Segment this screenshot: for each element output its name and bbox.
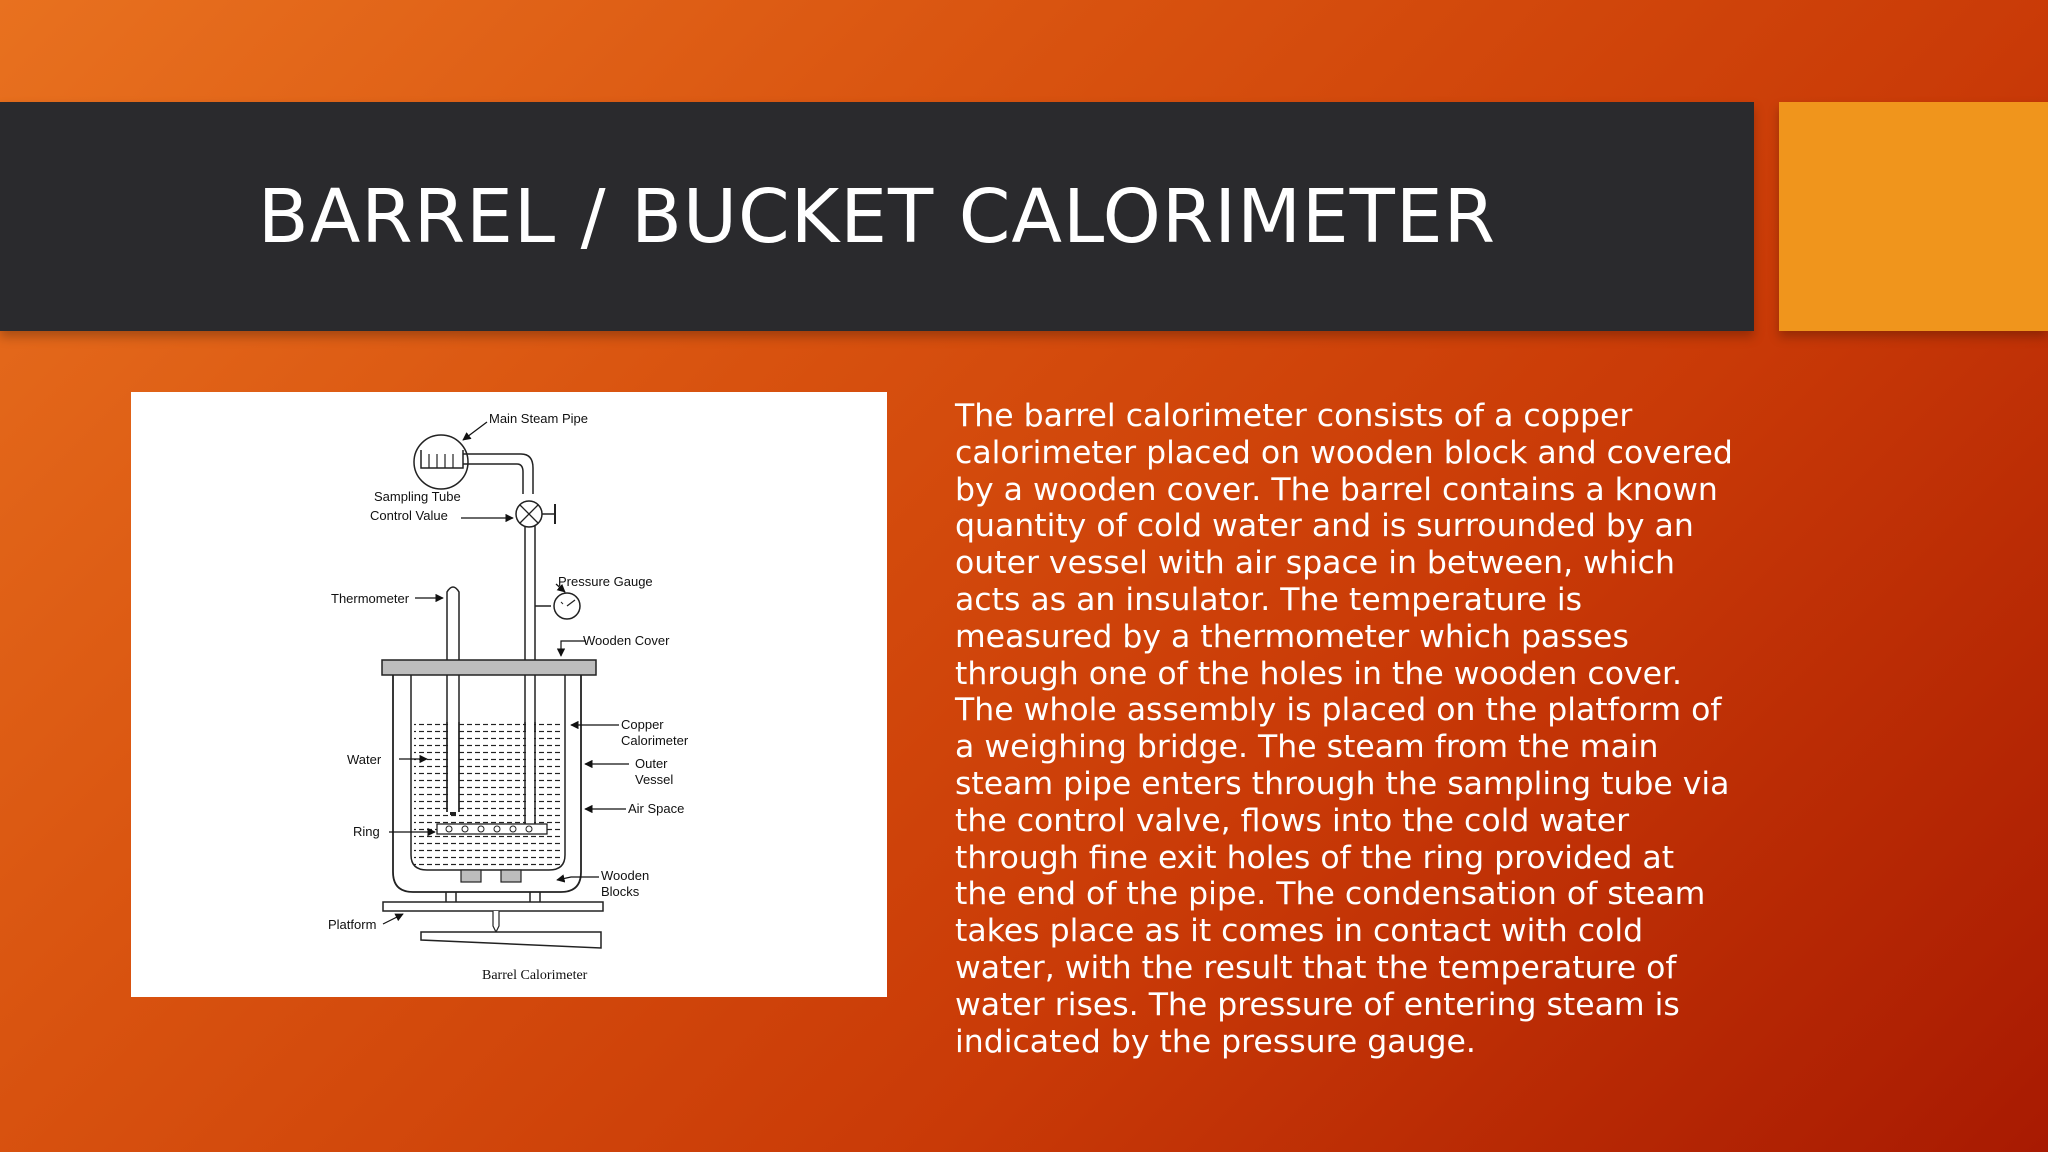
main-steam-pipe bbox=[463, 454, 535, 732]
pressure-gauge bbox=[535, 593, 580, 619]
slide-title: BARREL / BUCKET CALORIMETER bbox=[257, 173, 1497, 260]
label-outer: Outer bbox=[635, 756, 668, 771]
diagram-panel bbox=[131, 392, 887, 997]
label-water: Water bbox=[347, 752, 382, 767]
sampling-tube bbox=[414, 435, 468, 489]
body-paragraph: The barrel calorimeter consists of a copper calorimeter placed on wooden block and covered by a wooden cover. The barrel contains a known quantity of cold water and is surrounded by an outer vessel with air space in between, which acts as an insulator. The temperature is measured by a thermometer which passes through one of the holes in the wooden cover. The whole assembly is placed on the platform of a weighing bridge. The steam from the main steam pipe enters through the sampling tube via the control valve, flows into the cold water through fine exit holes of the ring provided at the end of the pipe. The condensation of steam takes place as it comes in contact with cold water, with the result that the temperature of water rises. The pressure of entering steam is indicated by the pressure gauge. bbox=[955, 398, 1733, 1060]
label-control-value: Control Value bbox=[370, 508, 448, 523]
copper-calorimeter bbox=[411, 675, 565, 870]
label-wooden: Wooden bbox=[601, 868, 650, 883]
label-vessel: Vessel bbox=[635, 772, 674, 787]
label-blocks: Blocks bbox=[601, 884, 640, 899]
label-main-steam-pipe: Main Steam Pipe bbox=[489, 411, 588, 426]
ring bbox=[437, 824, 547, 834]
wooden-cover bbox=[382, 660, 596, 675]
label-copper: Copper bbox=[621, 717, 664, 732]
label-pressure-gauge: Pressure Gauge bbox=[558, 574, 653, 589]
label-sampling-tube: Sampling Tube bbox=[374, 489, 461, 504]
platform bbox=[383, 892, 603, 948]
label-thermometer: Thermometer bbox=[331, 591, 410, 606]
label-calorimeter: Calorimeter bbox=[621, 733, 689, 748]
label-platform: Platform bbox=[328, 917, 377, 932]
label-ring: Ring bbox=[353, 824, 380, 839]
water bbox=[414, 722, 562, 867]
diagram-caption: Barrel Calorimeter bbox=[482, 968, 588, 983]
barrel-calorimeter-diagram bbox=[131, 392, 887, 997]
title-band bbox=[0, 102, 1754, 331]
label-air-space: Air Space bbox=[628, 801, 685, 816]
control-valve bbox=[516, 501, 555, 527]
label-wooden-cover: Wooden Cover bbox=[583, 633, 670, 648]
wooden-blocks bbox=[461, 870, 521, 882]
accent-box bbox=[1779, 102, 2048, 331]
